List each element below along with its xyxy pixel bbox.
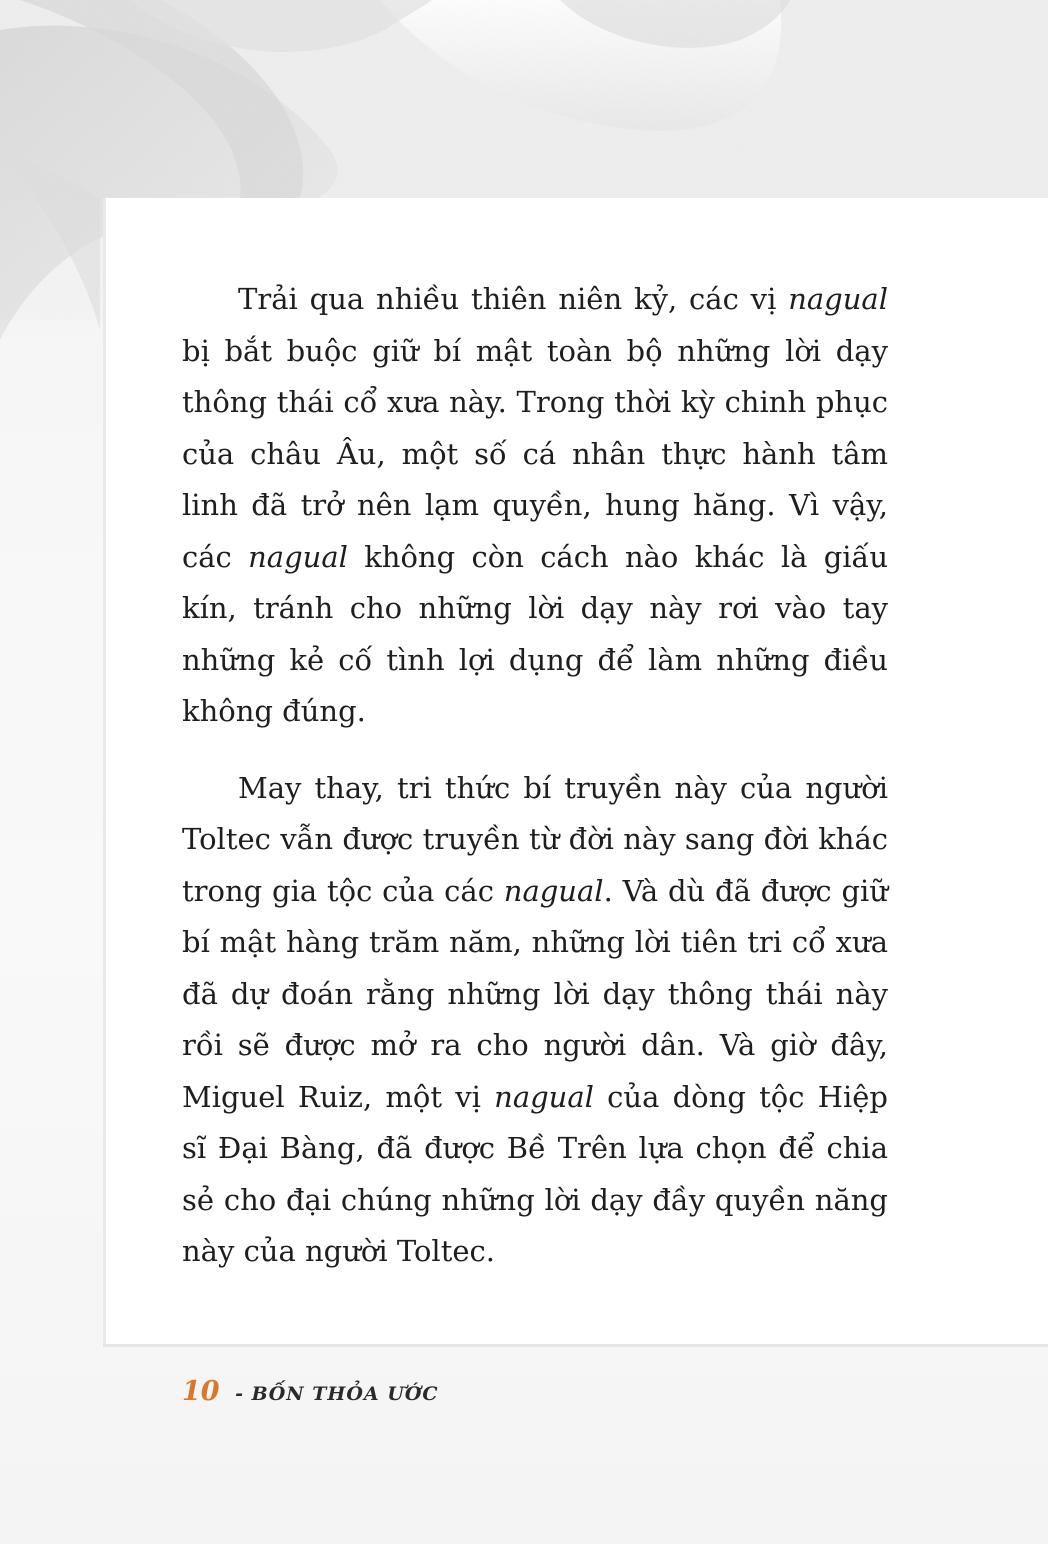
italic-term: nagual	[788, 282, 888, 316]
italic-term: nagual	[248, 539, 348, 574]
running-title: - BỐN THỎA ƯỚC	[235, 1383, 439, 1405]
page-number: 10	[182, 1376, 220, 1407]
text-run: bị bắt buộc giữ bí mật toàn bộ những lời dạy thông thái cổ xưa này. Trong thời kỳ chinh phục của châu Âu, một số cá nhân thực hành tâm linh đã trở nên lạm quyền, hung hăng. Vì vậy, các	[182, 333, 888, 574]
page-footer	[182, 1376, 439, 1407]
text-run: Trải qua nhiều thiên niên kỷ, các vị	[238, 282, 789, 316]
text-run: . Và dù đã được giữ bí mật hàng trăm năm, những lời tiên tri cổ xưa đã dự đoán rằng những lời dạy thông thái này rồi sẽ được mở ra cho người dân. Và giờ đây, Miguel Ruiz, một vị	[182, 873, 888, 1114]
paragraph-1	[182, 274, 888, 738]
paragraph-2	[182, 763, 888, 1278]
frame-bottom-border	[103, 1344, 1048, 1347]
text-run: May thay, tri thức bí truyền này của người Toltec vẫn được truyền từ đời này sang đời khác trong gia tộc của các	[182, 770, 888, 908]
panel-top-edge	[180, 198, 1048, 201]
italic-term: nagual	[503, 873, 604, 908]
italic-term: nagual	[494, 1079, 594, 1114]
frame-left-border	[103, 198, 106, 1346]
text-run: của dòng tộc Hiệp sĩ Đại Bàng, đã được Bề Trên lựa chọn để chia sẻ cho đại chúng những lời dạy đầy quyền năng này của người Toltec.	[182, 1079, 888, 1268]
body-text	[182, 274, 888, 1278]
text-run: không còn cách nào khác là giấu kín, tránh cho những lời dạy này rơi vào tay những kẻ cố tình lợi dụng để làm những điều không đúng.	[182, 539, 888, 728]
